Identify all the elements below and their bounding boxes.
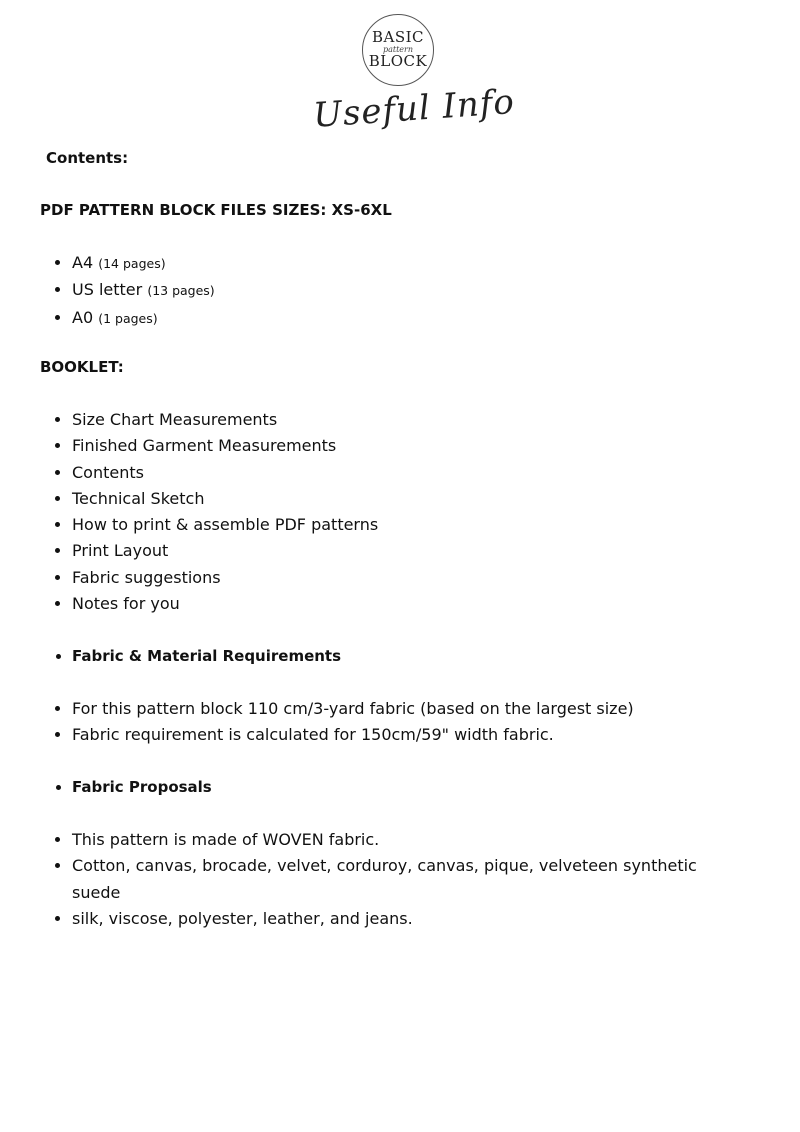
files-list	[52, 250, 215, 332]
contents-heading: Contents:	[46, 149, 129, 167]
list-item: • Size Chart Measurements	[72, 407, 378, 433]
fabric-requirements-heading-list	[52, 643, 341, 669]
files-heading: PDF PATTERN BLOCK FILES SIZES: XS-6XL	[40, 201, 392, 219]
list-item: • This pattern is made of WOVEN fabric.	[72, 827, 737, 853]
list-item: • US letter (13 pages)	[72, 277, 215, 304]
fabric-proposals-list	[52, 827, 737, 932]
logo-line-3: BLOCK	[368, 52, 428, 70]
page-title: Useful Info	[312, 81, 517, 136]
list-item: • How to print & assemble PDF patterns	[72, 512, 378, 538]
list-item: • Contents	[72, 460, 378, 486]
list-item: • Print Layout	[72, 538, 378, 564]
brand-logo	[362, 14, 434, 86]
list-item: • Finished Garment Measurements	[72, 433, 378, 459]
fabric-requirements-heading: • Fabric & Material Requirements	[72, 643, 341, 669]
list-item: • Cotton, canvas, brocade, velvet, corduroy, canvas, pique, velveteen synthetic suede	[72, 853, 737, 906]
list-item: • Fabric requirement is calculated for 150cm/59" width fabric.	[72, 722, 752, 748]
logo-line-2: pattern	[382, 45, 414, 54]
fabric-proposals-heading: • Fabric Proposals	[72, 774, 212, 800]
list-item: • For this pattern block 110 cm/3-yard fabric (based on the largest size)	[72, 696, 752, 722]
list-item: • Fabric suggestions	[72, 565, 378, 591]
list-item: • A4 (14 pages)	[72, 250, 215, 277]
logo-line-1: BASIC	[371, 28, 425, 46]
list-item: • Technical Sketch	[72, 486, 378, 512]
fabric-proposals-heading-list	[52, 774, 212, 800]
list-item: • silk, viscose, polyester, leather, and jeans.	[72, 906, 737, 932]
fabric-requirements-list	[52, 696, 752, 749]
list-item: • A0 (1 pages)	[72, 305, 215, 332]
booklet-heading: BOOKLET:	[40, 358, 124, 376]
booklet-list	[52, 407, 378, 617]
list-item: • Notes for you	[72, 591, 378, 617]
